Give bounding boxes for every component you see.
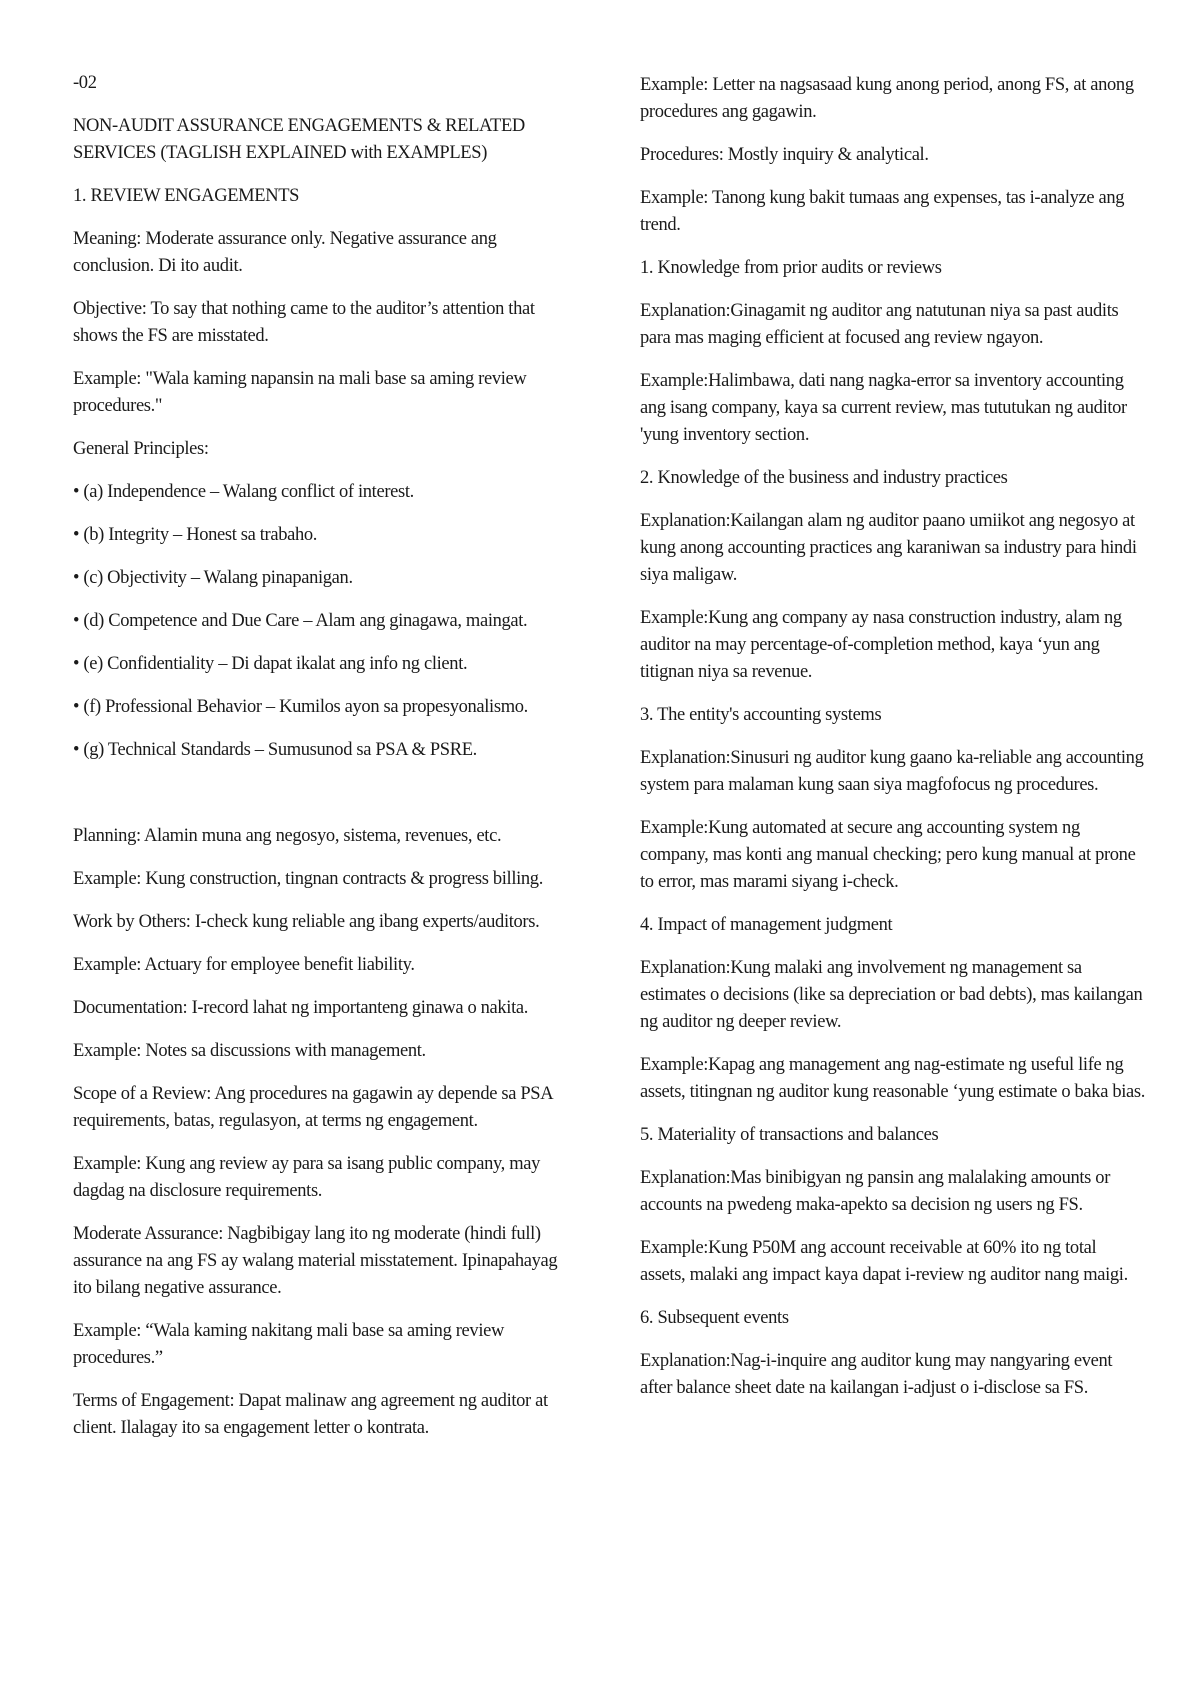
principle-item: • (e) Confidentiality – Di dapat ikalat ang info ng client. [73, 654, 468, 674]
scope-paragraph: Scope of a Review: Ang procedures na gagawin ay depende sa PSA requirements, batas, regulasyon, at terms ng engagement. [73, 1084, 553, 1131]
example-paragraph: Example: Tanong kung bakit tumaas ang expenses, tas i-analyze ang trend. [640, 188, 1125, 235]
example-paragraph: Example:Kung P50M ang account receivable at 60% ito ng total assets, malaki ang impact kaya dapat i-review ng auditor nang maigi. [640, 1238, 1128, 1285]
example-paragraph: Example: Kung ang review ay para sa isang public company, may dagdag na disclosure requirements. [73, 1154, 541, 1201]
factor-heading: 2. Knowledge of the business and industry practices [640, 468, 1008, 488]
example-paragraph: Example: "Wala kaming napansin na mali base sa aming review procedures." [73, 369, 527, 416]
explanation-paragraph: Explanation:Sinusuri ng auditor kung gaano ka-reliable ang accounting system para malaman kung saan siya magfofocus ng procedures. [640, 748, 1144, 795]
document-title: NON-AUDIT ASSURANCE ENGAGEMENTS & RELATED SERVICES (TAGLISH EXPLAINED with EXAMPLES) [73, 116, 525, 163]
example-paragraph: Example: Actuary for employee benefit liability. [73, 955, 415, 975]
blank-spacer [73, 780, 573, 823]
factor-heading: 3. The entity's accounting systems [640, 705, 882, 725]
section-heading: 1. REVIEW ENGAGEMENTS [73, 186, 300, 206]
moderate-assurance-paragraph: Moderate Assurance: Nagbibigay lang ito ng moderate (hindi full) assurance na ang FS ay walang material misstatement. Ipinapahayag ito bilang negative assurance. [73, 1224, 558, 1298]
example-paragraph: Example:Halimbawa, dati nang nagka-error sa inventory accounting ang isang company, kaya sa current review, mas tututukan ng auditor 'yung inventory section. [640, 371, 1127, 445]
documentation-paragraph: Documentation: I-record lahat ng importanteng ginawa o nakita. [73, 998, 529, 1018]
example-paragraph: Example: Kung construction, tingnan contracts & progress billing. [73, 869, 543, 889]
principle-item: • (c) Objectivity – Walang pinapanigan. [73, 568, 353, 588]
planning-paragraph: Planning: Alamin muna ang negosyo, sistema, revenues, etc. [73, 826, 502, 846]
explanation-paragraph: Explanation:Kung malaki ang involvement ng management sa estimates o decisions (like sa depreciation or bad debts), mas kailangan ng auditor ng deeper review. [640, 958, 1143, 1032]
procedures-paragraph: Procedures: Mostly inquiry & analytical. [640, 145, 929, 165]
principle-item: • (g) Technical Standards – Sumusunod sa PSA & PSRE. [73, 740, 477, 760]
principle-item: • (a) Independence – Walang conflict of interest. [73, 482, 414, 502]
factor-heading: 5. Materiality of transactions and balances [640, 1125, 939, 1145]
principle-item: • (d) Competence and Due Care – Alam ang ginagawa, maingat. [73, 611, 528, 631]
left-column [73, 70, 573, 1458]
example-paragraph: Example: Letter na nagsasaad kung anong period, anong FS, at anong procedures ang gagawin. [640, 75, 1134, 122]
principles-heading: General Principles: [73, 439, 209, 459]
principle-item: • (f) Professional Behavior – Kumilos ayon sa propesyonalismo. [73, 697, 528, 717]
objective-paragraph: Objective: To say that nothing came to the auditor’s attention that shows the FS are misstated. [73, 299, 535, 346]
example-paragraph: Example: Notes sa discussions with management. [73, 1041, 426, 1061]
right-column [640, 72, 1145, 1418]
principle-item: • (b) Integrity – Honest sa trabaho. [73, 525, 318, 545]
explanation-paragraph: Explanation:Nag-i-inquire ang auditor kung may nangyaring event after balance sheet date na kailangan i-adjust o i-disclose sa FS. [640, 1351, 1113, 1398]
explanation-paragraph: Explanation:Ginagamit ng auditor ang natutunan niya sa past audits para mas maging efficient at focused ang review ngayon. [640, 301, 1119, 348]
example-paragraph: Example:Kapag ang management ang nag-estimate ng useful life ng assets, titingnan ng auditor kung reasonable ‘yung estimate o baka bias. [640, 1055, 1146, 1102]
factor-heading: 4. Impact of management judgment [640, 915, 893, 935]
meaning-paragraph: Meaning: Moderate assurance only. Negative assurance ang conclusion. Di ito audit. [73, 229, 497, 276]
factor-heading: 6. Subsequent events [640, 1308, 789, 1328]
example-paragraph: Example:Kung ang company ay nasa construction industry, alam ng auditor na may percentage-of-completion method, kaya ‘yun ang titignan niya sa revenue. [640, 608, 1122, 682]
example-paragraph: Example:Kung automated at secure ang accounting system ng company, mas konti ang manual checking; pero kung manual at prone to error, mas marami siyang i-check. [640, 818, 1136, 892]
factor-heading: 1. Knowledge from prior audits or reviews [640, 258, 942, 278]
terms-paragraph: Terms of Engagement: Dapat malinaw ang agreement ng auditor at client. Ilalagay ito sa engagement letter o kontrata. [73, 1391, 548, 1438]
example-paragraph: Example: “Wala kaming nakitang mali base sa aming review procedures.” [73, 1321, 504, 1368]
work-by-others-paragraph: Work by Others: I-check kung reliable ang ibang experts/auditors. [73, 912, 540, 932]
explanation-paragraph: Explanation:Kailangan alam ng auditor paano umiikot ang negosyo at kung anong accounting practices ang karaniwan sa industry para hindi siya maligaw. [640, 511, 1137, 585]
page-number: -02 [73, 73, 97, 93]
explanation-paragraph: Explanation:Mas binibigyan ng pansin ang malalaking amounts or accounts na pwedeng maka-apekto sa decision ng users ng FS. [640, 1168, 1111, 1215]
